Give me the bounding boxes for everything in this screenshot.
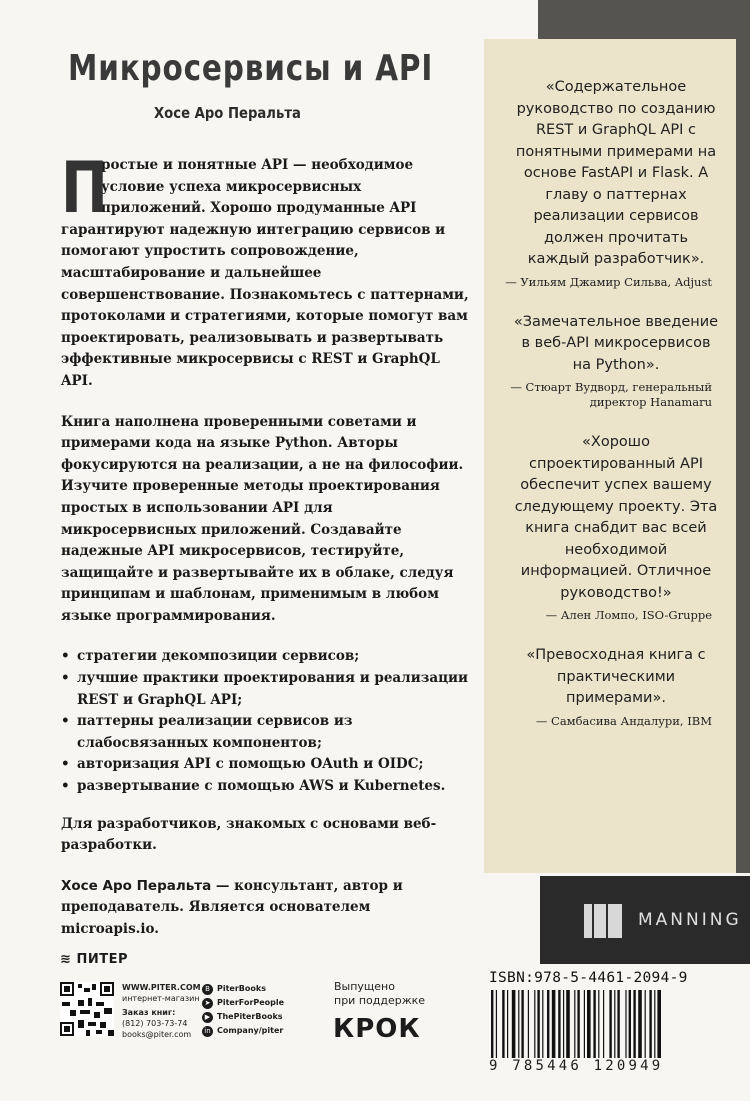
social-row[interactable]: in Company/piter xyxy=(202,1024,284,1038)
order-label: Заказ книг: xyxy=(122,1008,176,1017)
list-item: • авторизация API с помощью OAuth и OIDC; xyxy=(61,754,469,776)
piter-logo-text: ПИТЕР xyxy=(76,952,128,967)
list-item: • развертывание с помощью AWS и Kubernetes. xyxy=(61,776,469,798)
manning-wordmark: MANNING xyxy=(638,910,742,930)
email[interactable]: books@piter.com xyxy=(122,1030,192,1039)
social-row[interactable]: В PiterBooks xyxy=(202,982,284,996)
piter-logo xyxy=(60,952,128,967)
quote-attribution: — Уильям Джамир Сильва, Adjust xyxy=(505,274,712,289)
site-label: интернет-магазин xyxy=(122,994,200,1003)
sponsor-label xyxy=(334,980,425,1008)
intro-text: ростые и понятные API — необходимое условие успеха микросервисных приложений. Хорошо продуманные API гарантируют надежную интеграцию сервисов и помогают упростить сопровождение, масштабирование и дальнейшее совершенствование. Познакомьтесь с паттернами, протоколами и стратегиями, которые помогут вам проектировать, реализовывать и развертывать эффективные микросервисы с REST и GraphQL API. xyxy=(61,157,469,389)
barcode-digits: 9 785446 120949 xyxy=(489,1058,664,1074)
quote-text: «Хорошо спроектированный API обеспечит успех вашему следующему проекту. Эта книга снабдит вас всей необходимой информацией. Отличное руководство!» xyxy=(514,434,718,601)
isbn-label: ISBN:978-5-4461-2094-9 xyxy=(489,970,688,986)
bio-text: — консультант, автор и преподаватель. Является основателем microapis.io. xyxy=(61,877,403,937)
sponsor-logo: КРОК xyxy=(333,1014,421,1044)
audience-paragraph: Для разработчиков, знакомых с основами веб-разработки. xyxy=(61,815,437,854)
quote-attribution: — Самбасива Андалури, IBM xyxy=(535,713,712,728)
feature-list xyxy=(61,646,469,797)
drop-cap: П xyxy=(61,147,108,229)
list-item: • лучшие практики проектирования и реализации REST и GraphQL API; xyxy=(61,668,469,711)
quote-3 xyxy=(500,432,720,623)
quote-attribution: — Стюарт Вудворд, генеральный директор Hanamaru xyxy=(510,380,712,409)
quote-text: «Содержательное руководство по созданию REST и GraphQL API с понятными примерами на основе FastAPI и Flask. А главу о паттернах реализации сервисов должен прочитать каждый разработчик». xyxy=(515,79,717,267)
second-paragraph: Книга наполнена проверенными советами и примерами кода на языке Python. Авторы фокусируются на реализации, а не на философии. Изучите проверенные методы проектирования простых в использовании API для микросервисных приложений. Создавайте надежные API микросервисов, тестируйте, защищайте и развертывайте их в облаке, следуя принципам и шаблонам, применимым в любом языке программирования. xyxy=(61,413,464,624)
site[interactable]: WWW.PITER.COM xyxy=(122,983,201,992)
quote-2 xyxy=(500,312,720,411)
telegram-icon: ➤ xyxy=(202,998,213,1009)
manning-mark-icon xyxy=(584,900,624,940)
quote-1 xyxy=(500,77,720,290)
social-row[interactable]: ▶ ThePiterBooks xyxy=(202,1010,284,1024)
contacts xyxy=(122,982,201,1040)
book-title: Микросервисы и API xyxy=(68,48,434,89)
quote-text: «Замечательное введение в веб-API микросервисов на Python». xyxy=(513,313,719,373)
intro-paragraph xyxy=(61,147,469,393)
footer xyxy=(0,940,750,1101)
quote-4 xyxy=(500,645,720,729)
sponsor-line: при поддержке xyxy=(334,994,426,1007)
phone: (812) 703-73-74 xyxy=(122,1019,188,1028)
quote-panel xyxy=(484,39,736,873)
linkedin-icon: in xyxy=(202,1026,213,1037)
sponsor-line: Выпущено xyxy=(334,980,395,993)
barcode-icon xyxy=(489,990,711,1058)
youtube-icon: ▶ xyxy=(202,1012,213,1023)
vk-icon: В xyxy=(202,984,213,995)
bio-name: Хосе Аро Перальта xyxy=(61,877,212,894)
quote-attribution: — Ален Ломпо, ISO-Gruppe xyxy=(545,608,712,622)
quote-text: «Превосходная книга с практическими примерами». xyxy=(526,647,706,706)
bio-paragraph xyxy=(61,876,469,941)
social-row[interactable]: ➤ PiterForPeople xyxy=(202,996,284,1010)
book-author: Хосе Аро Перальта xyxy=(154,104,301,122)
list-item: • стратегии декомпозиции сервисов; xyxy=(61,646,469,668)
back-cover-text xyxy=(61,147,469,960)
qr-code-icon xyxy=(60,982,114,1036)
social-links xyxy=(202,982,284,1038)
piter-logo-icon: ≋ xyxy=(60,952,72,967)
list-item: • паттерны реализации сервисов из слабосвязанных компонентов; xyxy=(61,711,469,754)
